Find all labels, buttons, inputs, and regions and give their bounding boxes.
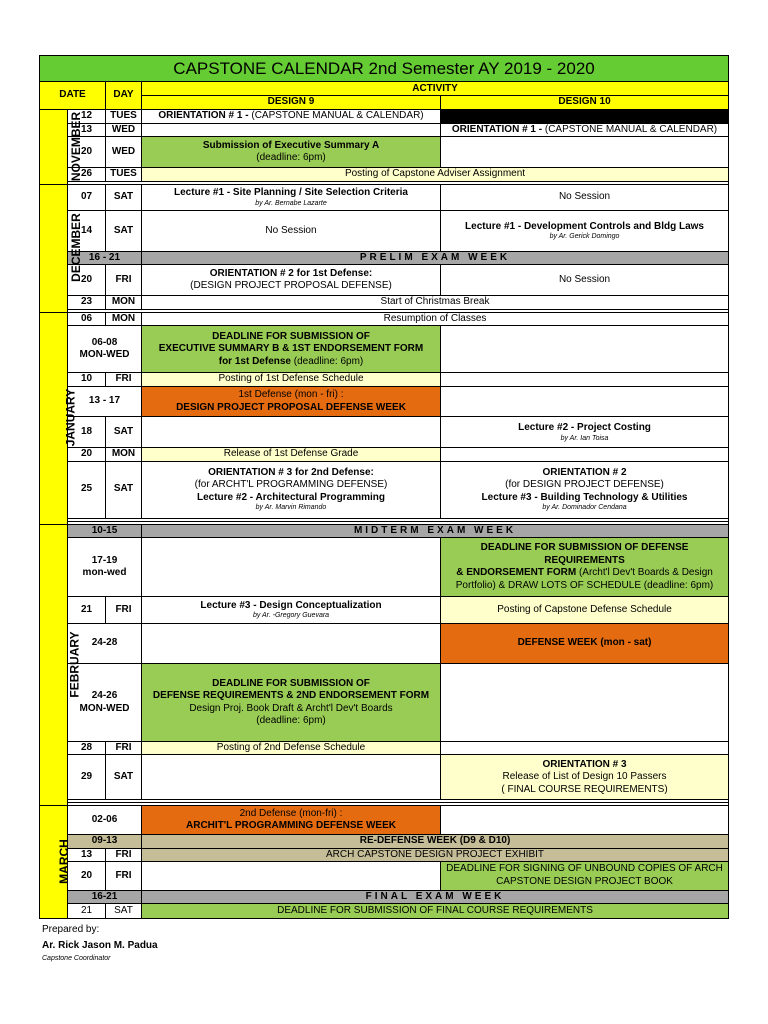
date-cell: 14 — [68, 211, 106, 252]
capstone-calendar-table — [39, 55, 729, 919]
design9-activity: Submission of Executive Summary A (deadline: 6pm) — [142, 137, 441, 168]
design9-activity: Posting of 2nd Defense Schedule — [142, 741, 441, 755]
day-cell: SAT — [106, 904, 142, 919]
calendar-title: CAPSTONE CALENDAR 2nd Semester AY 2019 - 2020 — [40, 56, 729, 82]
design9-activity: ORIENTATION # 2 for 1st Defense: (DESIGN PROJECT PROPOSAL DEFENSE) — [142, 265, 441, 296]
date-cell: 13 — [68, 123, 106, 137]
design10-empty — [441, 386, 729, 417]
month-november: NOVEMBER — [40, 109, 68, 184]
day-cell: TUES — [106, 109, 142, 123]
date-cell: 28 — [68, 741, 106, 755]
design9-activity: 2nd Defense (mon-fri) : ARCHIT'L PROGRAMMING DEFENSE WEEK — [142, 806, 441, 834]
shared-activity: Resumption of Classes — [142, 312, 729, 326]
design9-empty — [142, 755, 441, 800]
header-date: DATE — [40, 82, 106, 109]
design10-activity: Lecture #2 - Project Costing by Ar. Ian Toisa — [441, 417, 729, 448]
header-day: DAY — [106, 82, 142, 109]
day-cell: FRI — [106, 741, 142, 755]
date-cell: 20 — [68, 447, 106, 461]
date-cell: 21 — [68, 597, 106, 623]
design10-empty — [441, 137, 729, 168]
date-cell: 12 — [68, 109, 106, 123]
design9-activity: ORIENTATION # 3 for 2nd Defense: (for ARCHT'L PROGRAMMING DEFENSE) Lecture #2 - Architectural Programming by Ar. Marvin Rimando — [142, 461, 441, 518]
day-cell: FRI — [106, 848, 142, 862]
date-cell: 17-19 mon-wed — [68, 538, 142, 597]
date-cell: 20 — [68, 862, 106, 890]
design9-empty — [142, 862, 441, 890]
design10-empty — [441, 373, 729, 387]
design10-activity: Posting of Capstone Defense Schedule — [441, 597, 729, 623]
shared-activity: RE-DEFENSE WEEK (D9 & D10) — [142, 834, 729, 848]
exam-week-banner: MIDTERM EXAM WEEK — [142, 524, 729, 538]
date-cell: 23 — [68, 295, 106, 309]
design10-empty — [441, 447, 729, 461]
date-cell: 13 - 17 — [68, 386, 142, 417]
coordinator-role: Capstone Coordinator — [42, 955, 111, 962]
date-cell: 18 — [68, 417, 106, 448]
day-cell: MON — [106, 312, 142, 326]
date-cell: 26 — [68, 167, 106, 181]
date-cell: 10 — [68, 373, 106, 387]
header-design10: DESIGN 10 — [441, 96, 729, 110]
month-january: JANUARY — [40, 312, 68, 524]
date-cell: 10-15 — [68, 524, 142, 538]
month-december: DECEMBER — [40, 184, 68, 312]
design10-empty — [441, 806, 729, 834]
date-cell: 16 - 21 — [68, 251, 142, 265]
design10-activity: Lecture #1 - Development Controls and Bldg Laws by Ar. Gerick Domingo — [441, 211, 729, 252]
design10-activity: DEADLINE FOR SIGNING OF UNBOUND COPIES OF ARCH CAPSTONE DESIGN PROJECT BOOK — [441, 862, 729, 890]
design10-empty — [441, 741, 729, 755]
shared-activity: DEADLINE FOR SUBMISSION OF FINAL COURSE REQUIREMENTS — [142, 904, 729, 919]
day-cell: SAT — [106, 755, 142, 800]
day-cell: SAT — [106, 184, 142, 210]
design9-activity: 1st Defense (mon - fri) : DESIGN PROJECT PROPOSAL DEFENSE WEEK — [142, 386, 441, 417]
prepared-by-label: Prepared by: — [42, 924, 100, 935]
date-cell: 21 — [68, 904, 106, 919]
date-cell: 24-26 MON-WED — [68, 664, 142, 741]
day-cell: FRI — [106, 862, 142, 890]
design10-activity: ORIENTATION # 2 (for DESIGN PROJECT DEFENSE) Lecture #3 - Building Technology & Utilities by Ar. Dominador Cendana — [441, 461, 729, 518]
design9-activity: ORIENTATION # 1 - (CAPSTONE MANUAL & CALENDAR) — [142, 109, 441, 123]
design9-empty — [142, 623, 441, 664]
design9-empty — [142, 538, 441, 597]
date-cell: 06 — [68, 312, 106, 326]
shared-activity: ARCH CAPSTONE DESIGN PROJECT EXHIBIT — [142, 848, 729, 862]
day-cell: TUES — [106, 167, 142, 181]
design10-activity: DEFENSE WEEK (mon - sat) — [441, 623, 729, 664]
design9-activity: Release of 1st Defense Grade — [142, 447, 441, 461]
month-february: FEBRUARY — [40, 524, 68, 806]
design9-activity: Lecture #3 - Design Conceptualization by Ar. -Gregory Guevara — [142, 597, 441, 623]
shared-activity: Posting of Capstone Adviser Assignment — [142, 167, 729, 181]
shared-activity: Start of Christmas Break — [142, 295, 729, 309]
day-cell: WED — [106, 137, 142, 168]
prepared-by-block — [42, 922, 158, 964]
design9-empty — [142, 417, 441, 448]
day-cell: FRI — [106, 597, 142, 623]
month-march: MARCH — [40, 806, 68, 919]
day-cell: WED — [106, 123, 142, 137]
design9-activity: DEADLINE FOR SUBMISSION OF EXECUTIVE SUMMARY B & 1ST ENDORSEMENT FORM for 1st Defense (deadline: 6pm) — [142, 326, 441, 373]
design9-activity: DEADLINE FOR SUBMISSION OF DEFENSE REQUIREMENTS & 2ND ENDORSEMENT FORM Design Proj. Book Draft & Archt'l Dev't Boards (deadline: 6pm) — [142, 664, 441, 741]
design10-activity: DEADLINE FOR SUBMISSION OF DEFENSE REQUIREMENTS & ENDORSEMENT FORM (Archt'l Dev't Boards & Design Portfolio) & DRAW LOTS OF SCHEDULE (deadline: 6pm) — [441, 538, 729, 597]
date-cell: 02-06 — [68, 806, 142, 834]
day-cell: SAT — [106, 461, 142, 518]
design10-empty — [441, 326, 729, 373]
design9-activity: Lecture #1 - Site Planning / Site Selection Criteria by Ar. Bernabe Lazarte — [142, 184, 441, 210]
design10-activity: ORIENTATION # 3 Release of List of Design 10 Passers ( FINAL COURSE REQUIREMENTS) — [441, 755, 729, 800]
day-cell: FRI — [106, 265, 142, 296]
day-cell: SAT — [106, 417, 142, 448]
day-cell: MON — [106, 447, 142, 461]
design9-activity: No Session — [142, 211, 441, 252]
design10-activity: No Session — [441, 184, 729, 210]
design10-activity: ORIENTATION # 1 - (CAPSTONE MANUAL & CALENDAR) — [441, 123, 729, 137]
date-cell: 13 — [68, 848, 106, 862]
design9-empty — [142, 123, 441, 137]
day-cell: MON — [106, 295, 142, 309]
design10-empty — [441, 664, 729, 741]
date-cell: 06-08 MON-WED — [68, 326, 142, 373]
date-cell: 16-21 — [68, 890, 142, 904]
header-design9: DESIGN 9 — [142, 96, 441, 110]
design10-activity: No Session — [441, 265, 729, 296]
day-cell: FRI — [106, 373, 142, 387]
header-activity: ACTIVITY — [142, 82, 729, 96]
coordinator-name: Ar. Rick Jason M. Padua — [42, 940, 158, 951]
date-cell: 24-28 — [68, 623, 142, 664]
date-cell: 07 — [68, 184, 106, 210]
design9-activity: Posting of 1st Defense Schedule — [142, 373, 441, 387]
date-cell: 29 — [68, 755, 106, 800]
exam-week-banner: FINAL EXAM WEEK — [142, 890, 729, 904]
exam-week-banner: PRELIM EXAM WEEK — [142, 251, 729, 265]
date-cell: 09-13 — [68, 834, 142, 848]
date-cell: 20 — [68, 265, 106, 296]
date-cell: 25 — [68, 461, 106, 518]
date-cell: 20 — [68, 137, 106, 168]
day-cell: SAT — [106, 211, 142, 252]
divider — [441, 109, 729, 123]
